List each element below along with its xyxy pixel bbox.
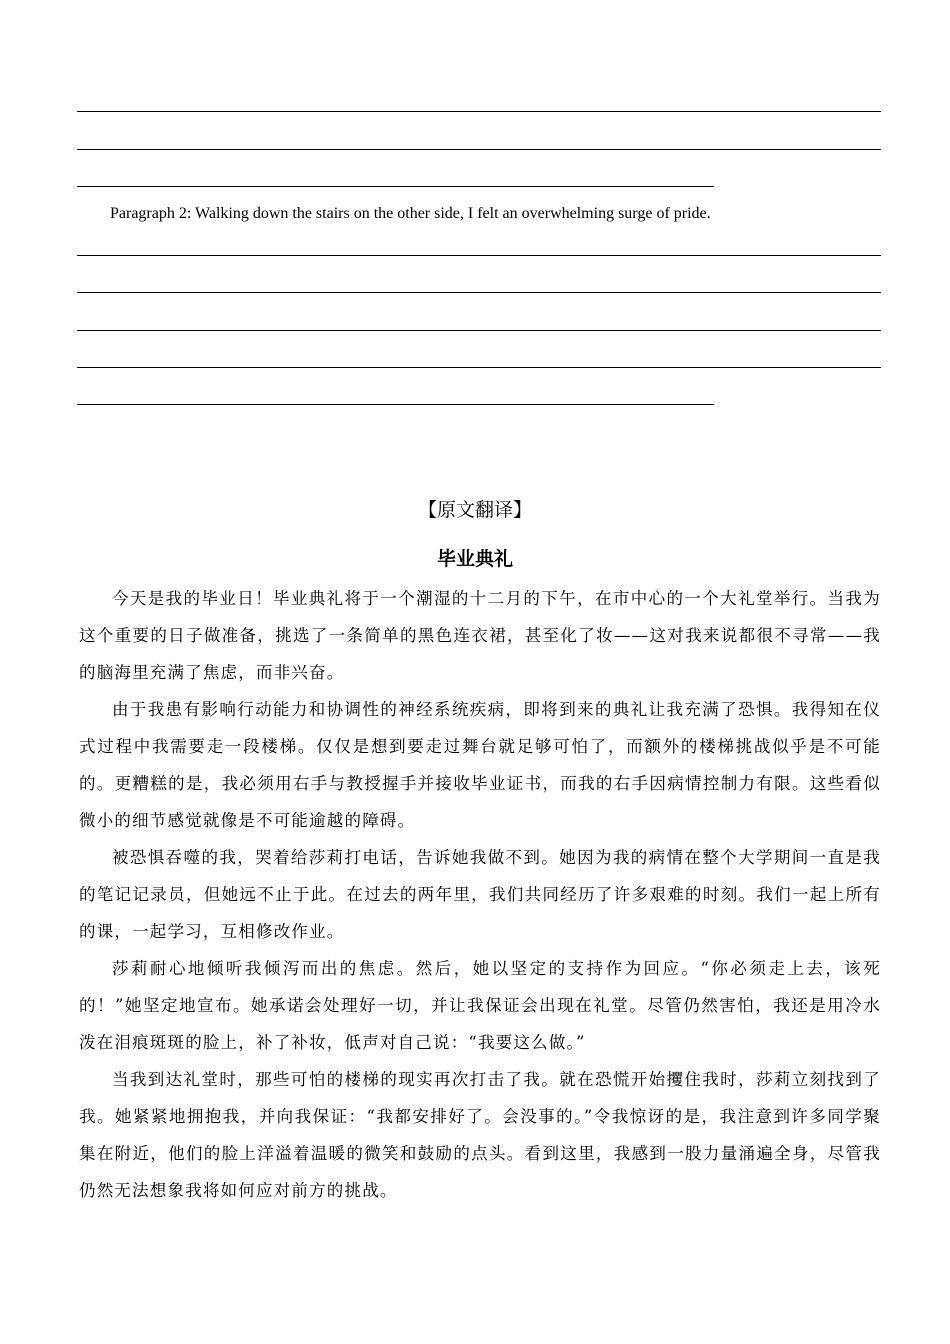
article-title: 毕业典礼 (436, 548, 513, 570)
paragraph: 莎莉耐心地倾听我倾泻而出的焦虑。然后，她以坚定的支持作为回应。“你必须走上去，该死的！”她坚定地宣布。她承诺会处理好一切，并让我保证会出现在礼堂。尽管仍然害怕，我还是用冷水泼在泪痕斑斑的脸上，补了补妆，低声对自己说：“我要这么做。” (79, 959, 881, 1052)
paragraph: 当我到达礼堂时，那些可怕的楼梯的现实再次打击了我。就在恐慌开始攫住我时，莎莉立刻找到了我。她紧紧地拥抱我，并向我保证：“我都安排好了。会没事的。”令我惊讶的是，我注意到许多同学聚集在附近，他们的脸上洋溢着温暖的微笑和鼓励的点头。看到这里，我感到一股力量涌遍全身，尽管我仍然无法想象我将如何应对前方的挑战。 (79, 1070, 881, 1200)
paragraph: 今天是我的毕业日！毕业典礼将于一个潮湿的十二月的下午，在市中心的一个大礼堂举行。当我为这个重要的日子做准备，挑选了一条简单的黑色连衣裙，甚至化了妆——这对我来说都很不寻常——我的脑海里充满了焦虑，而非兴奋。 (79, 589, 881, 682)
answer-line (77, 255, 881, 256)
answer-line (77, 111, 881, 112)
answer-line (77, 404, 714, 405)
paragraph-2-prompt: Paragraph 2: Walking down the stairs on the other side, I felt an overwhelming surge of pride. (110, 205, 711, 222)
paragraph: 由于我患有影响行动能力和协调性的神经系统疾病，即将到来的典礼让我充满了恐惧。我得知在仪式过程中我需要走一段楼梯。仅仅是想到要走过舞台就足够可怕了，而额外的楼梯挑战似乎是不可能的。更糟糕的是，我必须用右手与教授握手并接收毕业证书，而我的右手因病情控制力有限。这些看似微小的细节感觉就像是不可能逾越的障碍。 (79, 700, 881, 830)
paragraph: 被恐惧吞噬的我，哭着给莎莉打电话，告诉她我做不到。她因为我的病情在整个大学期间一直是我的笔记记录员，但她远不止于此。在过去的两年里，我们共同经历了许多艰难的时刻。我们一起上所有的课，一起学习，互相修改作业。 (79, 848, 881, 941)
section-heading: 【原文翻译】 (417, 499, 532, 521)
answer-line (77, 330, 881, 331)
translation-body (79, 580, 881, 1209)
answer-line (77, 149, 881, 150)
answer-line (77, 367, 881, 368)
answer-line (77, 292, 881, 293)
answer-line (77, 186, 714, 187)
